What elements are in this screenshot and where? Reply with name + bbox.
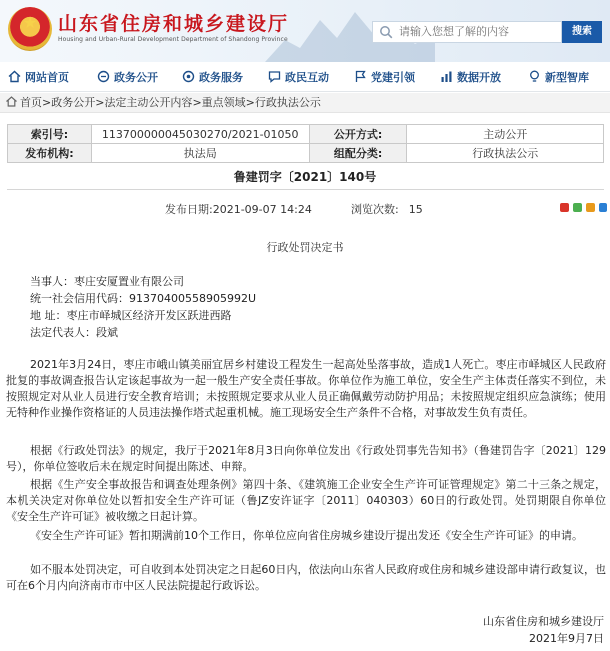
site-subtitle: Housing and Urban-Rural Development Department of Shandong Province — [58, 36, 288, 43]
nav-item-label: 政务服务 — [199, 71, 243, 84]
breadcrumb — [0, 93, 610, 113]
share-more-icon[interactable] — [599, 203, 607, 212]
chat-icon — [268, 70, 281, 83]
search-box[interactable] — [372, 21, 562, 43]
view-count — [351, 201, 423, 217]
nav-item-label: 政民互动 — [285, 71, 329, 84]
org-value: 执法局 — [91, 144, 309, 163]
nav-item-home[interactable] — [8, 69, 69, 85]
breadcrumb-link-gov-affairs[interactable]: 政务公开 — [51, 96, 96, 109]
paragraph-notice: 根据《行政处罚法》的规定，我厅于2021年8月3日向你单位发出《行政处罚事先告知书》（鲁建罚告字〔2021〕129号），你单位签收后未在规定时间提出陈述、申辩。 — [6, 444, 606, 473]
document-meta-table — [7, 124, 604, 163]
breadcrumb-separator: > — [42, 96, 52, 109]
document-title: 行政处罚决定书 — [266, 241, 344, 254]
index-label: 索引号: — [8, 125, 92, 144]
party-address: 地 址：枣庄市峄城区经济开发区跃进西路 — [30, 309, 232, 322]
breadcrumb-link-enforcement[interactable]: 行政执法公示 — [254, 96, 321, 109]
flag-icon — [354, 70, 367, 83]
share-weibo-icon[interactable] — [560, 203, 569, 212]
document-number: 鲁建罚字〔2021〕140号 — [233, 170, 377, 184]
views-label: 浏览次数: — [351, 203, 399, 216]
category-value: 行政执法公示 — [407, 144, 604, 163]
search-button[interactable]: 搜索 — [562, 21, 602, 43]
table-row — [8, 144, 604, 163]
org-label: 发布机构: — [8, 144, 92, 163]
chart-icon — [440, 70, 453, 83]
nav-item-label: 数据开放 — [457, 71, 501, 84]
paragraph-appeal: 如不服本处罚决定，可自收到本处罚决定之日起60日内，依法向山东省人民政府或住房和城乡建设部申请行政复议，也可在6个月内向济南市市中区人民法院提起行政诉讼。 — [6, 563, 606, 592]
breadcrumb-link-key-areas[interactable]: 重点领域 — [201, 96, 246, 109]
mode-label: 公开方式: — [309, 125, 407, 144]
nav-item-label: 网站首页 — [25, 71, 69, 84]
signer: 山东省住房和城乡建设厅 — [483, 615, 604, 628]
breadcrumb-separator: > — [245, 96, 255, 109]
share-qzone-icon[interactable] — [586, 203, 595, 212]
nav-item-gov-services[interactable] — [182, 69, 243, 85]
breadcrumb-separator: > — [95, 96, 105, 109]
nav-item-label: 新型智库 — [545, 71, 589, 84]
home-icon — [8, 70, 21, 83]
category-label: 组配分类: — [309, 144, 407, 163]
views-value: 15 — [408, 203, 423, 216]
nav-item-open-data[interactable] — [440, 69, 501, 85]
nav-item-label: 党建引领 — [371, 71, 415, 84]
publish-time: 发布日期:2021-09-07 14:24 — [165, 203, 312, 216]
nav-item-gov-affairs[interactable] — [97, 69, 158, 85]
search-input[interactable] — [399, 24, 559, 40]
nav-item-party[interactable] — [354, 69, 415, 85]
service-icon — [182, 70, 195, 83]
party-name: 当事人：枣庄安厦置业有限公司 — [30, 275, 184, 288]
site-title[interactable]: 山东省住房和城乡建设厅 — [58, 13, 290, 35]
paragraph-decision: 根据《生产安全事故报告和调查处理条例》第四十条、《建筑施工企业安全生产许可证管理规定》第二十三条之规定，本机关决定对你单位处以暂扣安全生产许可证（鲁JZ安许证字〔2011〕040303）60日的行政处罚。处罚期限自你单位《安全生产许可证》被收缴之日起计算。 — [6, 478, 606, 523]
table-row — [8, 125, 604, 144]
nav-item-interaction[interactable] — [268, 69, 329, 85]
divider — [7, 189, 604, 190]
index-value: 113700000045030270/2021-01050 — [91, 125, 309, 144]
home-icon — [6, 96, 17, 107]
sign-date: 2021年9月7日 — [529, 632, 604, 645]
national-emblem-icon: ★ — [8, 7, 52, 51]
document-icon — [97, 70, 110, 83]
breadcrumb-link-home[interactable]: 首页 — [20, 96, 42, 109]
nav-item-think-tank[interactable] — [528, 69, 589, 85]
breadcrumb-link-statutory[interactable]: 法定主动公开内容 — [104, 96, 193, 109]
search-icon — [379, 25, 393, 39]
site-header — [0, 0, 610, 62]
paragraph-license: 《安全生产许可证》暂扣期满前10个工作日，你单位应向省住房城乡建设厅提出发还《安全生产许可证》的申请。 — [30, 529, 583, 542]
breadcrumb-separator: > — [192, 96, 202, 109]
bulb-icon — [528, 70, 541, 83]
credit-code: 统一社会信用代码：91370400558905992U — [30, 292, 257, 305]
paragraph-facts: 2021年3月24日，枣庄市峨山镇美丽宜居乡村建设工程发生一起高处坠落事故，造成1人死亡。枣庄市峄城区人民政府批复的事故调查报告认定该起事故为一起一般生产安全责任事故。你单位作为施工单位，安全生产主体责任落实不到位，未按照规定对从业人员进行安全教育培训；未按照规定要求从业人员正确佩戴劳动防护用品；未按照规定组织应急演练；使用无特种作业操作资格证的人员违法操作塔式起重机械。施工现场安全生产条件不合格，对事故发生负有责任。 — [6, 358, 606, 419]
share-wechat-icon[interactable] — [573, 203, 582, 212]
main-nav — [0, 62, 610, 92]
legal-representative: 法定代表人：段斌 — [30, 326, 118, 339]
mode-value: 主动公开 — [407, 125, 604, 144]
nav-item-label: 政务公开 — [114, 71, 158, 84]
